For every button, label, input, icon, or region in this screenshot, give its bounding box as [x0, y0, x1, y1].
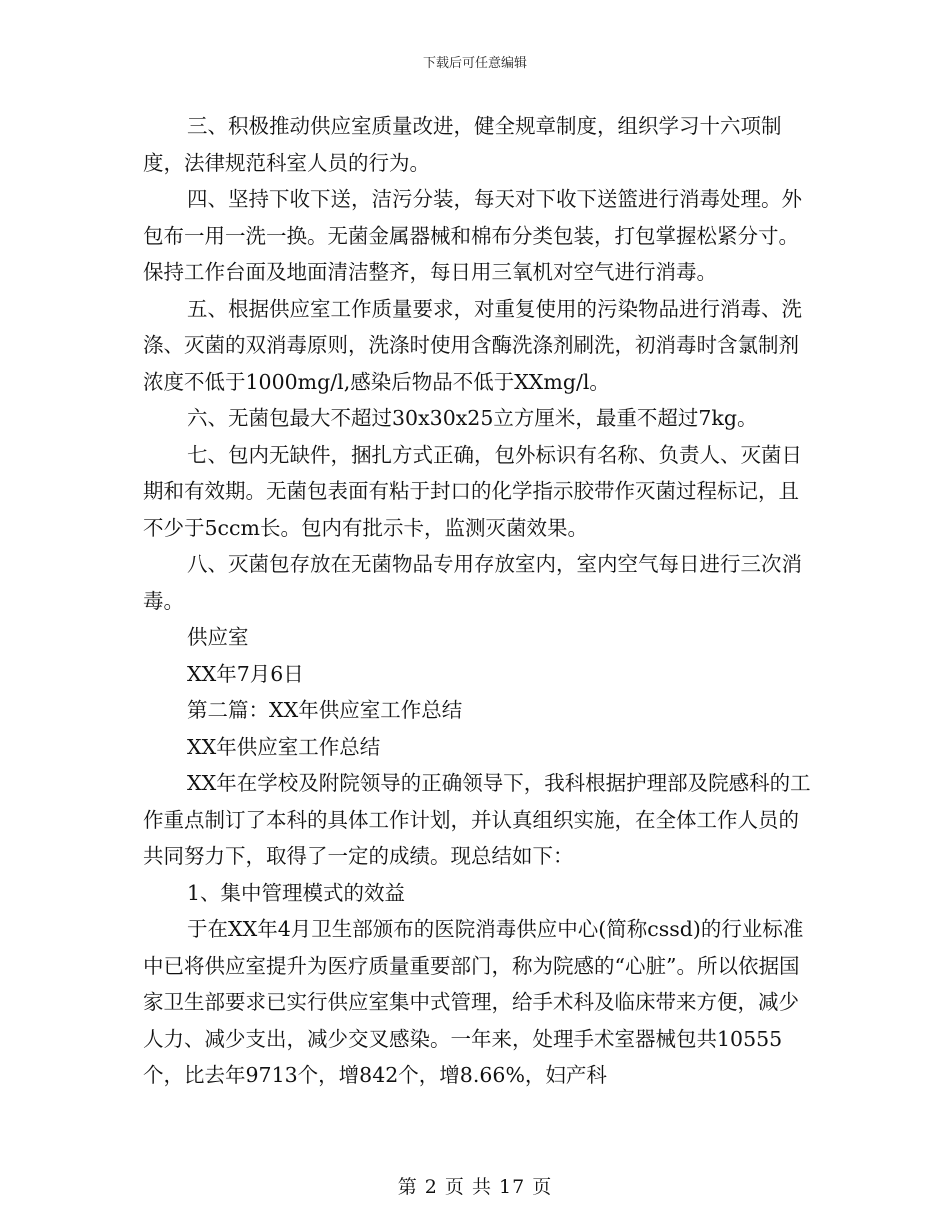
section-heading: 第二篇：XX年供应室工作总结	[187, 698, 463, 722]
paragraph-item-8: 八、灭菌包存放在无菌物品专用存放室内，室内空气每日进行三次消毒。	[143, 552, 802, 613]
paragraph-item-6: 六、无菌包最大不超过30x30x25立方厘米，最重不超过7kg。	[187, 406, 758, 430]
department-signature: 供应室	[187, 625, 249, 649]
page-footer: 第 2 页 共 17 页	[397, 1176, 553, 1198]
paragraph-item-5: 五、根据供应室工作质量要求，对重复使用的污染物品进行消毒、洗涤、灭菌的双消毒原则，洗涤时使用含酶洗涤剂刷洗，初消毒时含氯制剂浓度不低于1000mg/l,感染后物品不低于XXmg/l。	[143, 296, 802, 394]
signature-date: XX年7月6日	[187, 661, 304, 686]
paragraph-item-4: 四、坚持下收下送，洁污分装，每天对下收下送篮进行消毒处理。外包布一用一洗一换。无菌金属器械和棉布分类包装，打包掌握松紧分寸。保持工作台面及地面清洁整齐，每日用三氧机对空气进行消毒。	[143, 187, 802, 284]
section-title: XX年供应室工作总结	[187, 734, 381, 759]
paragraph-item-7: 七、包内无缺件，捆扎方式正确，包外标识有名称、负责人、灭菌日期和有效期。无菌包表面有粘于封口的化学指示胶带作灭菌过程标记，且不少于5ccm长。包内有批示卡，监测灭菌效果。	[143, 442, 802, 540]
document-body	[143, 108, 811, 1094]
page-header: 下载后可任意编辑	[422, 56, 527, 71]
summary-paragraph: 于在XX年4月卫生部颁布的医院消毒供应中心(简称cssd)的行业标准中已将供应室提升为医疗质量重要部门，称为院感的“心脏”。所以依据国家卫生部要求已实行供应室集中式管理，给手术科及临床带来方便，减少人力、减少支出，减少交叉感染。一年来，处理手术室器械包共10555个，比去年9713个，增842个，增8.66%，妇产科	[143, 917, 804, 1087]
paragraph-item-3: 三、积极推动供应室质量改进，健全规章制度，组织学习十六项制度，法律规范科室人员的行为。	[143, 114, 782, 175]
summary-intro: XX年在学校及附院领导的正确领导下，我科根据护理部及院感科的工作重点制订了本科的具体工作计划，并认真组织实施，在全体工作人员的共同努力下，取得了一定的成绩。现总结如下：	[143, 771, 811, 868]
subheading-1: 1、集中管理模式的效益	[187, 880, 406, 905]
